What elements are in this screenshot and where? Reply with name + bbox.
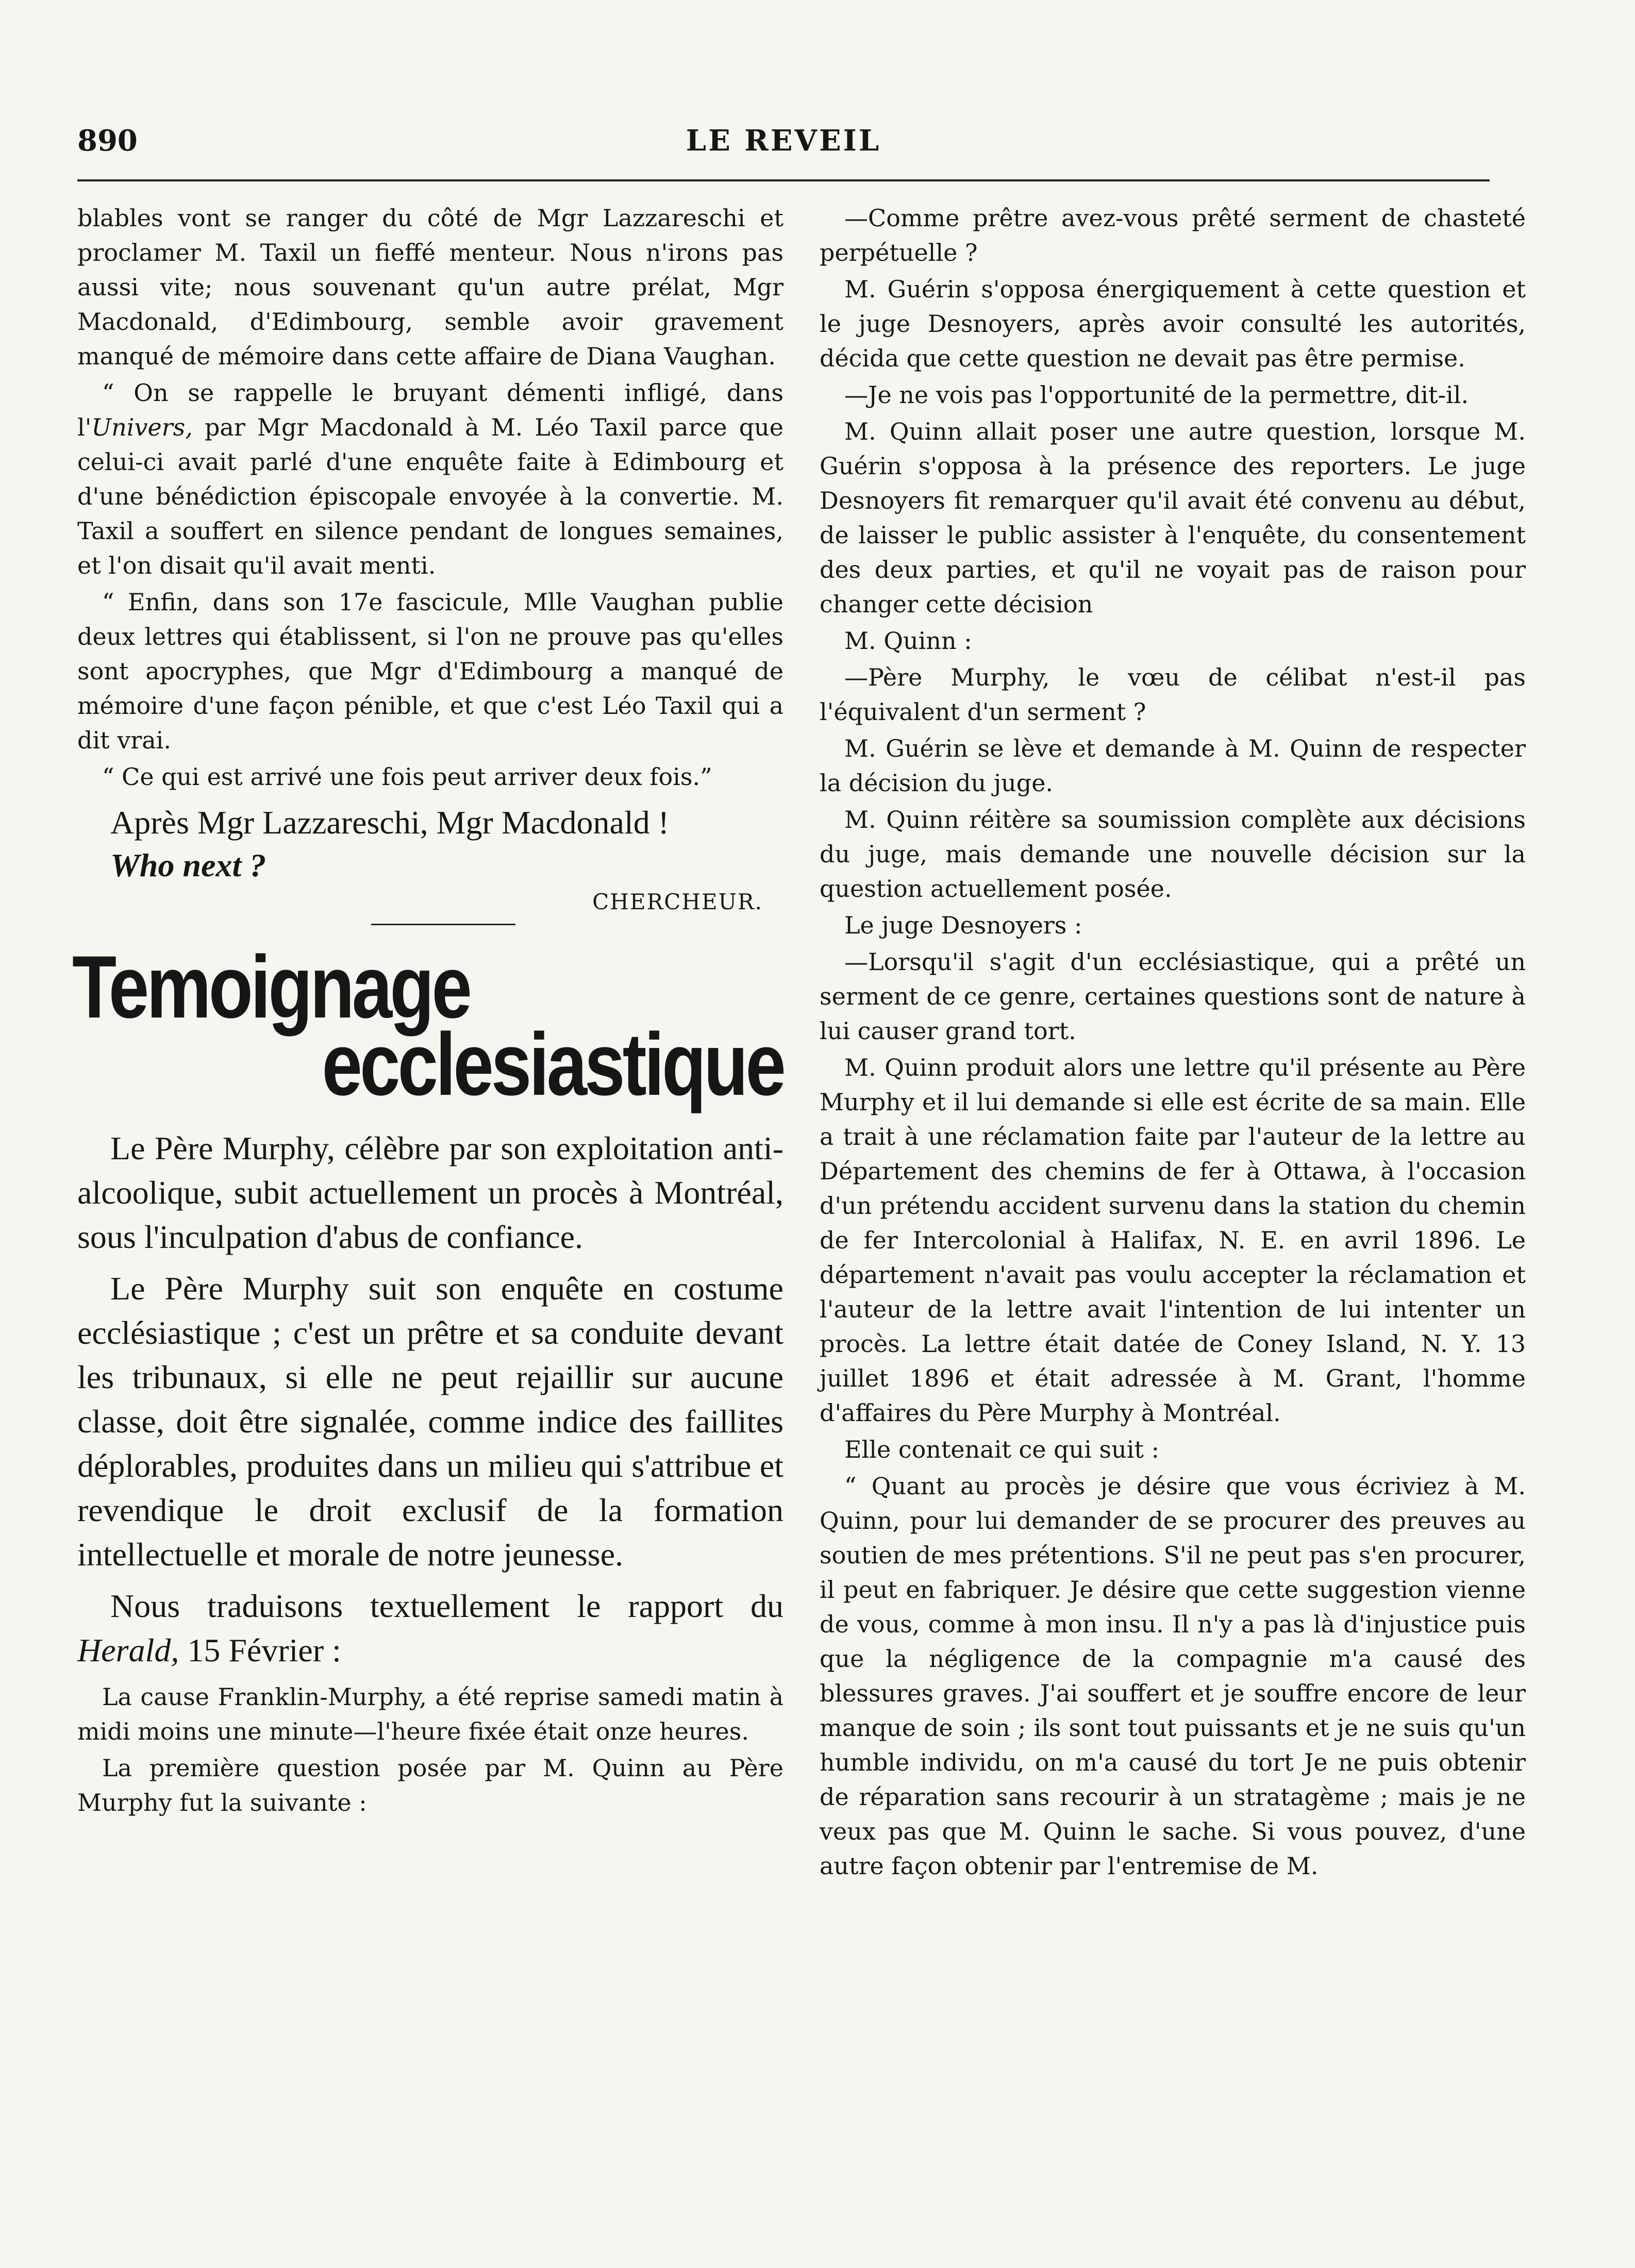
report-paragraph-1: La cause Franklin-Murphy, a été reprise samedi matin à midi moins une minute—l'heure fixée était onze heures. xyxy=(77,1683,783,1745)
report-letter-text: “ Quant au procès je désire que vous écriviez à M. Quinn, pour lui demander de se procurer des preuves au soutien de mes prétentions. S'il ne peut pas s'en procurer, il peut en fabriquer. Je désire que cette suggestion vienne de vous, comme à mon insu. Il n'y a pas là d'injustice puis que la négligence de la compagnie m'a causé des blessures graves. J'ai souffert et je souffre encore de leur manque de soin ; ils sont tout puissants et je ne suis qu'un humble individu, on m'a causé du tort Je ne puis obtenir de réparation sans recourir à un stratagème ; mais je ne veux pas que M. Quinn le sache. Si vous pouvez, d'une autre façon obtenir par l'entremise de M. xyxy=(820,1472,1526,1880)
page-header xyxy=(77,119,1490,180)
paragraph-fascicule: “ Enfin, dans son 17e fascicule, Mlle Vaughan publie deux lettres qui établissent, si l'on ne prouve pas qu'elles sont apocryphes, que Mgr d'Edimbourg a manqué de mémoire d'une façon pénible, et que c'est Léo Taxil qui a dit vrai. xyxy=(77,588,783,754)
univers-text-before: “ On se rappelle le bruyant démenti infligé, dans l' xyxy=(77,379,783,441)
lead3-after: 15 Février : xyxy=(179,1632,341,1669)
paragraph-quote-end: “ Ce qui est arrivé une fois peut arriver deux fois.” xyxy=(102,763,712,791)
running-title: LE REVEIL xyxy=(686,124,881,158)
headline-line1: Temoignage xyxy=(72,938,470,1037)
page-number: 890 xyxy=(77,124,138,158)
report-paragraph-2: La première question posée par M. Quinn au Père Murphy fut la suivante : xyxy=(77,1754,783,1816)
report-reporters: M. Quinn allait poser une autre question, lorsque M. Guérin s'opposa à la présence des reporters. Le juge Desnoyers fit remarquer qu'il avait été convenu au début, de laisser le public assister à l'enquête, du consentement des deux parties, et qu'il ne voyait pas de raison pour changer cette décision xyxy=(820,418,1526,618)
univers-title: Univers, xyxy=(91,413,193,441)
report-letter-intro: Elle contenait ce qui suit : xyxy=(844,1436,1160,1463)
report-vow-question: —Père Murphy, le vœu de célibat n'est-il pas l'équivalent d'un serment ? xyxy=(820,663,1526,726)
report-judge-statement: —Lorsqu'il s'agit d'un ecclésiastique, qui a prêté un serment de ce genre, certaines questions sont de nature à lui causer grand tort. xyxy=(820,948,1526,1045)
section-rule xyxy=(371,924,515,925)
report-speaker-judge: Le juge Desnoyers : xyxy=(844,911,1082,939)
report-quinn-reiterates: M. Quinn réitère sa soumission complète aux décisions du juge, mais demande une nouvelle décision sur la question actuellement posée. xyxy=(820,806,1526,903)
left-column xyxy=(72,201,783,1822)
report-letter: M. Quinn produit alors une lettre qu'il présente au Père Murphy et il lui demande si elle est écrite de sa main. Elle a trait à une réclamation faite par l'auteur de la lettre au Département des chemins de fer à Ottawa, à l'occasion d'un prétendu accident survenu dans la station du chemin de fer Intercolonial à Halifax, N. E. en avril 1896. Le département n'avait pas voulu accepter la réclamation et l'auteur de la lettre avait l'intention de lui intenter un procès. La lettre était datée de Coney Island, N. Y. 13 juillet 1896 et était adressée à M. Grant, l'homme d'affaires du Père Murphy à Montréal. xyxy=(820,1054,1526,1427)
report-objection: M. Guérin s'opposa énergiquement à cette question et le juge Desnoyers, après avoir consulté les autorités, décida que cette question ne devait pas être permise. xyxy=(820,275,1526,372)
lead-paragraph-3 xyxy=(77,1584,783,1673)
lead-paragraph-1: Le Père Murphy, célèbre par son exploitation anti-alcoolique, subit actuellement un procès à Montréal, sous l'inculpation d'abus de confiance. xyxy=(77,1130,783,1255)
univers-text-after: par Mgr Macdonald à M. Léo Taxil parce que celui-ci avait parlé d'une enquête faite à Edimbourg et d'une bénédiction épiscopale envoyée à la convertie. M. Taxil a souffert en silence pendant de longues semaines, et l'on disait qu'il avait menti. xyxy=(77,413,783,579)
paragraph-univers xyxy=(77,376,783,583)
report-question: —Comme prêtre avez-vous prêté serment de chasteté perpétuelle ? xyxy=(820,204,1526,266)
paragraph-continuation: blables vont se ranger du côté de Mgr Lazzareschi et proclamer M. Taxil un fieffé menteur. Nous n'irons pas aussi vite; nous souvenant qu'un autre prélat, Mgr Macdonald, d'Edimbourg, semble avoir gravement manqué de mémoire dans cette affaire de Diana Vaughan. xyxy=(77,204,783,370)
report-ruling: —Je ne vois pas l'opportunité de la permettre, dit-il. xyxy=(844,381,1469,409)
signature: CHERCHEUR. xyxy=(592,889,763,914)
lead-paragraph-2: Le Père Murphy suit son enquête en costume ecclésiastique ; c'est un prêtre et sa conduite devant les tribunaux, si elle ne peut rejaillir sur aucune classe, doit être signalée, comme indice des faillites déplorables, produites dans un milieu qui s'attribue et revendique le droit exclusif de la formation intellectuelle et morale de notre jeunesse. xyxy=(77,1270,783,1573)
header-rule xyxy=(77,179,1490,181)
lead3-before: Nous traduisons textuellement le rapport du xyxy=(110,1588,783,1624)
paragraph-after: Après Mgr Lazzareschi, Mgr Macdonald ! xyxy=(110,804,670,841)
right-column xyxy=(820,201,1526,1886)
headline-line2: ecclesiastique xyxy=(322,1015,783,1114)
report-speaker-quinn: M. Quinn : xyxy=(844,627,972,655)
report-guerin: M. Guérin se lève et demande à M. Quinn de respecter la décision du juge. xyxy=(820,735,1526,797)
who-next: Who next ? xyxy=(110,847,266,883)
herald-title: Herald, xyxy=(77,1632,179,1669)
